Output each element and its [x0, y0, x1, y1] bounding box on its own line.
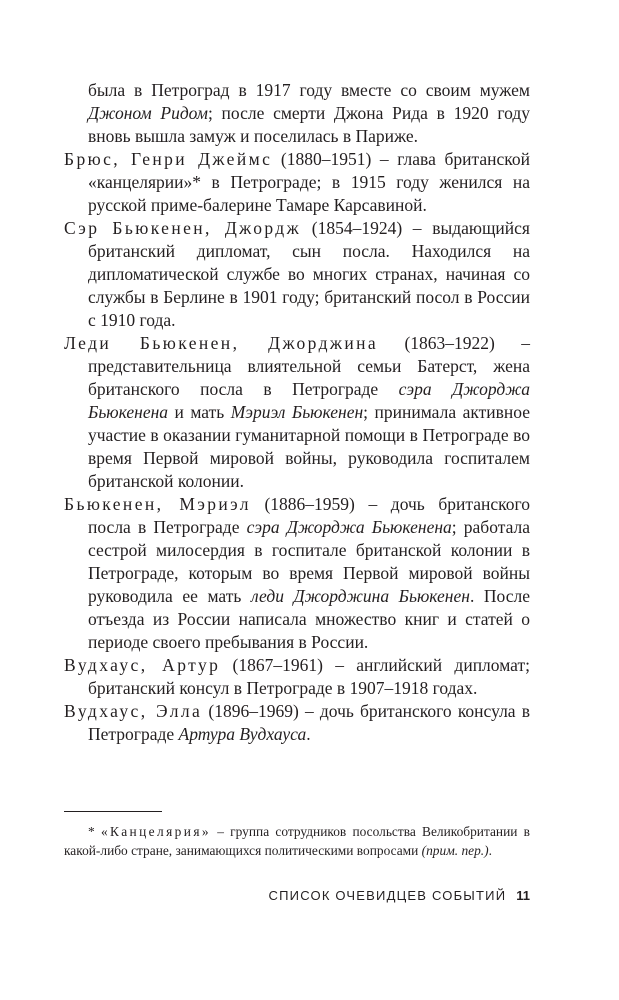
entry-meriel-buchanan	[64, 493, 530, 654]
entry-bruce	[64, 148, 530, 217]
entry-text: .	[306, 724, 311, 744]
entry-reed-continuation	[64, 79, 530, 148]
entry-text: (1867–1961) – английский дипломат; британский консул в Петрограде в 1907–1918 годах.	[88, 655, 530, 698]
footnote-marker: *	[88, 824, 101, 839]
footnote-body: – группа сотрудников посольства Великобритании в какой-либо стране, занимающихся политическими вопросами	[64, 824, 530, 858]
entry-text: (1854–1924) – выдающийся британский дипломат, сын посла. Находился на дипломатической службе во многих странах, начиная со службы в Берлине в 1901 году; британский посол в России с 1910 года.	[88, 218, 530, 330]
name-reference: сэра Джорджа Бьюкенена	[246, 517, 452, 537]
footnote-term: «Канцелярия»	[100, 824, 211, 839]
name-reference: леди Джорджина Бьюкенен	[250, 586, 470, 606]
entry-name: Сэр Бьюкенен, Джордж	[64, 218, 302, 238]
entry-text: была в Петроград в 1917 году вместе со своим мужем	[88, 80, 530, 100]
entry-text: (1886–1959) – дочь британского посла в Петрограде	[88, 494, 530, 537]
entry-arthur-woodhouse	[64, 654, 530, 700]
page-body	[64, 79, 530, 746]
footnote-text	[64, 822, 530, 860]
entry-text: ; работала сестрой милосердия в госпитале британской колонии в Петрограде, которым во время Первой мировой войны руководила ее мать	[88, 517, 530, 606]
entry-text: ; после смерти Джона Рида в 1920 году вновь вышла замуж и поселилась в Париже.	[88, 103, 530, 146]
translator-note: (прим. пер.)	[421, 843, 489, 858]
entry-name: Леди Бьюкенен, Джорджина	[64, 333, 379, 353]
entry-text: (1880–1951) – глава британской «канцелярии»* в Петрограде; в 1915 году женился на русской приме-балерине Тамаре Карсавиной.	[88, 149, 530, 215]
entry-georgina-buchanan	[64, 332, 530, 493]
name-reference: Артура Вудхауса	[178, 724, 307, 744]
entry-text: (1863–1922) – представительница влиятельной семьи Батерст, жена британского посла в Петрограде	[88, 333, 530, 399]
footnote-end: .	[488, 843, 492, 858]
entry-text: и мать	[168, 402, 231, 422]
entry-text: (1896–1969) – дочь британского консула в Петрограде	[88, 701, 530, 744]
entry-ella-woodhouse	[64, 700, 530, 746]
entry-name: Брюс, Генри Джеймс	[64, 149, 273, 169]
entry-text: ; принимала активное участие в оказании гуманитарной помощи в Петрограде во время Первой мировой войны, руководила госпиталем британской колонии.	[88, 402, 530, 491]
page-footer	[64, 888, 530, 903]
name-reference: сэра Джорджа Бьюкенена	[88, 379, 530, 422]
name-reference: Мэриэл Бьюкенен	[230, 402, 364, 422]
entry-george-buchanan	[64, 217, 530, 332]
entry-name: Вудхаус, Артур	[64, 655, 221, 675]
entry-text: . После отъезда из России написала множество книг и статей о периоде своего пребывания в России.	[88, 586, 530, 652]
entry-name: Бьюкенен, Мэриэл	[64, 494, 251, 514]
page-number: 11	[516, 888, 530, 903]
entry-name: Вудхаус, Элла	[64, 701, 203, 721]
footnote-divider	[64, 811, 162, 812]
name-reference: Джоном Ридом	[88, 103, 208, 123]
running-title: СПИСОК ОЧЕВИДЦЕВ СОБЫТИЙ	[268, 888, 507, 903]
footnote	[64, 822, 530, 860]
